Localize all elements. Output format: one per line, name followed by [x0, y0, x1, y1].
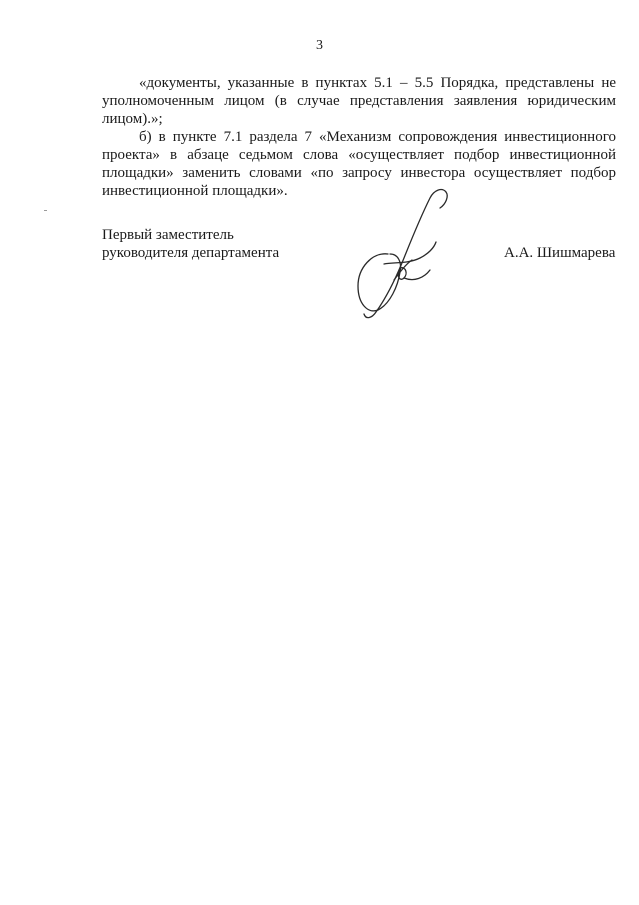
document-body [102, 74, 616, 200]
position-line: Первый заместитель [102, 227, 234, 243]
signatory-name: А.А. Шишмарева [504, 245, 616, 261]
page-number: 3 [316, 38, 323, 53]
signatory-position [102, 226, 279, 262]
paragraph: б) в пункте 7.1 раздела 7 «Механизм сопровождения инвестиционного проекта» в абзаце седьмом слова «осуществляет подбор инвестиционной площадки» заменить словами «по запросу инвестора осуществляет подбор инвестиционной площадки». [102, 129, 616, 199]
paragraph: «документы, указанные в пунктах 5.1 – 5.5 Порядка, представлены не уполномоченным лицом (в случае представления заявления юридическим лицом).»; [102, 75, 616, 127]
handwritten-signature-icon [350, 186, 456, 322]
margin-mark [44, 210, 47, 211]
position-line: руководителя департамента [102, 245, 280, 261]
